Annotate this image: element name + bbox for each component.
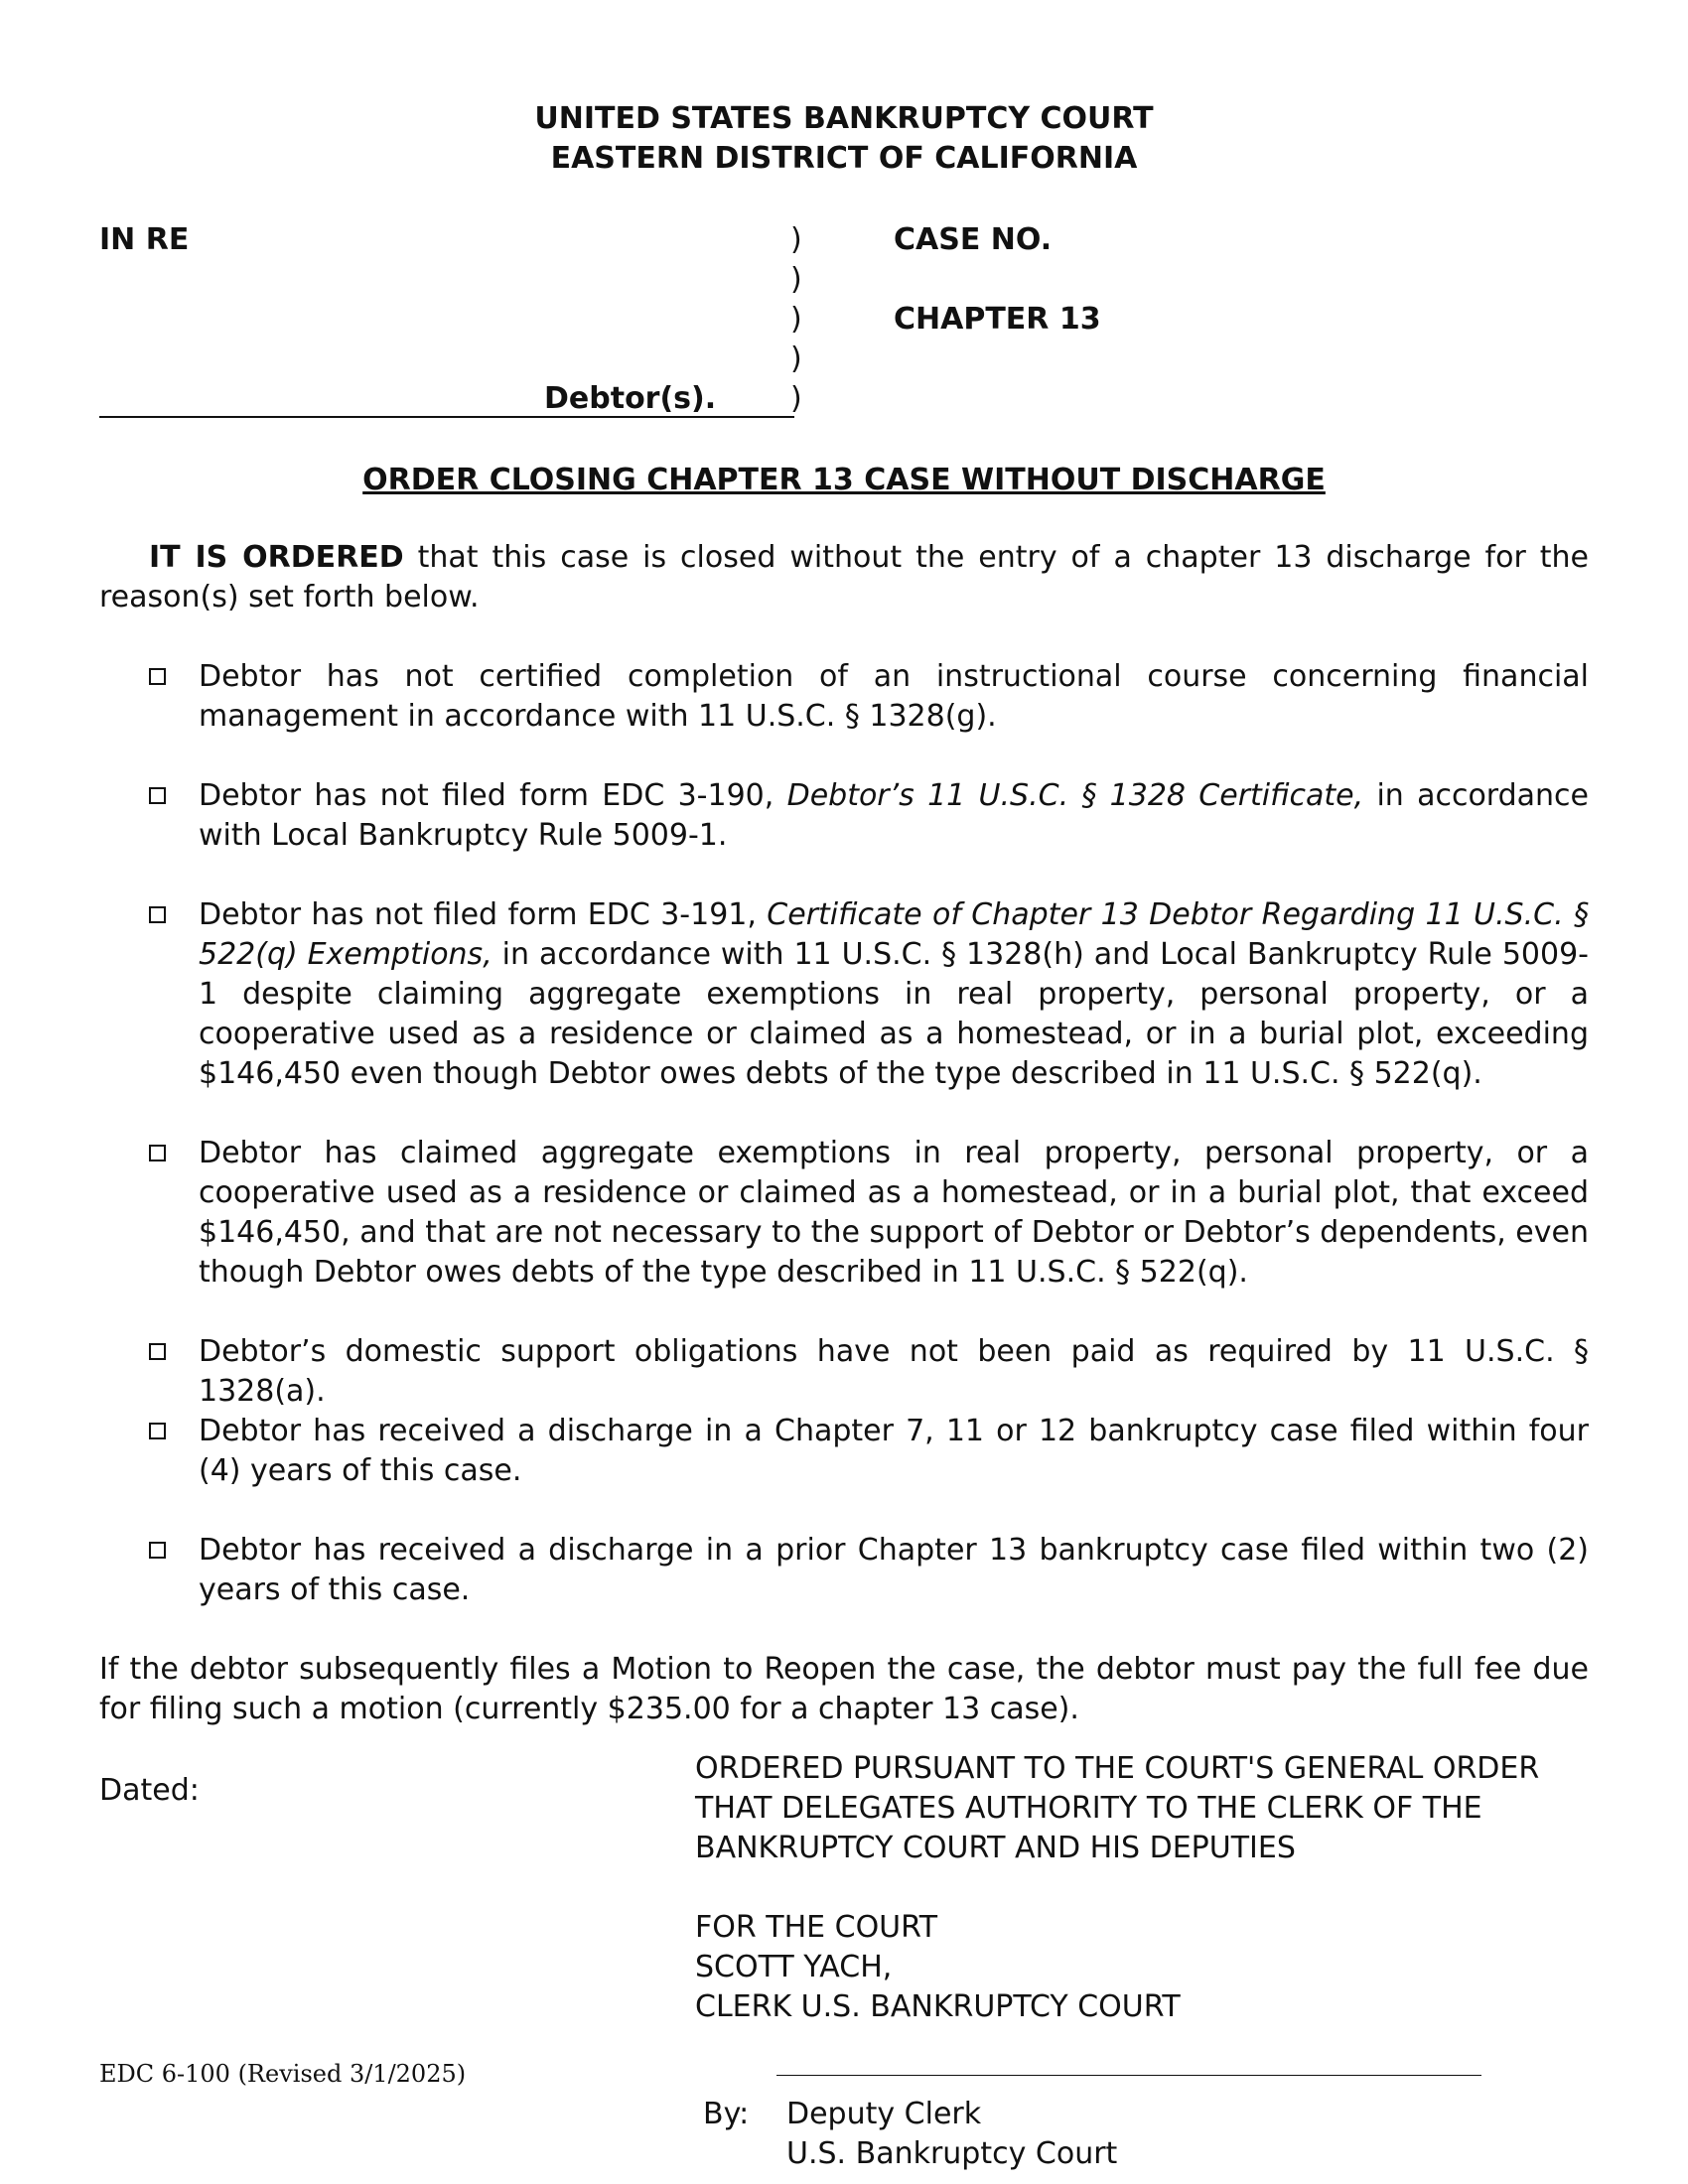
checkbox[interactable]: [149, 1423, 166, 1439]
reason-item: [151, 1332, 1589, 1412]
court-name: UNITED STATES BANKRUPTCY COURT: [534, 101, 1154, 136]
deputy-clerk-court: U.S. Bankruptcy Court: [786, 2136, 1118, 2171]
reason-item: [151, 1531, 1589, 1610]
reopen-notice: If the debtor subsequently files a Motion to Reopen the case, the debtor must pay the full fee due for filing such a motion (currently $235.00 for a chapter 13 case).: [99, 1652, 1589, 1726]
checkbox[interactable]: [149, 787, 166, 804]
checkbox[interactable]: [149, 906, 166, 923]
order-intro: [99, 538, 1589, 617]
reason-item: [151, 1134, 1589, 1293]
caption-paren: ): [790, 302, 802, 337]
reason-item: [151, 895, 1589, 1094]
form-id: EDC 6-100 (Revised 3/1/2025): [99, 2060, 467, 2088]
caption-paren: ): [790, 262, 802, 297]
reason-text-post: in accordance with 11 U.S.C. § 1328(h) and Local Bankruptcy Rule 5009-1 despite claiming aggregate exemptions in real property, personal property, or a cooperative used as a residence or claimed as a homestead, or in a burial plot, exceeding $146,450 even though Debtor owes debts of the type described in 11 U.S.C. § 522(q).: [199, 937, 1590, 1091]
checkbox[interactable]: [149, 1343, 166, 1360]
reason-text: Debtor has claimed aggregate exemptions in real property, personal property, or a cooperative used as a residence or claimed as a homestead, or in a burial plot, that exceed $146,450, and that are not necessary to the support of Debtor or Debtor’s dependents, even though Debtor owes debts of the type described in 11 U.S.C. § 522(q).: [199, 1136, 1589, 1290]
reason-text: Debtor has not certified completion of an instructional course concerning financial management in accordance with 11 U.S.C. § 1328(g).: [199, 659, 1589, 734]
in-re-label: IN RE: [99, 222, 190, 257]
reason-text: [199, 895, 1589, 1094]
caption-paren: ): [790, 381, 802, 416]
debtor-label: Debtor(s).: [544, 381, 717, 416]
ordered-line-3: BANKRUPTCY COURT AND HIS DEPUTIES: [695, 1831, 1296, 1865]
clerk-name: SCOTT YACH,: [695, 1950, 893, 1984]
checkbox[interactable]: [149, 668, 166, 685]
reason-text: Debtor has received a discharge in a Chapter 7, 11 or 12 bankruptcy case filed within four (4) years of this case.: [199, 1414, 1589, 1488]
ordered-line-2: THAT DELEGATES AUTHORITY TO THE CLERK OF THE: [695, 1791, 1482, 1826]
clerk-title: CLERK U.S. BANKRUPTCY COURT: [695, 1989, 1181, 2024]
caption-paren: ): [790, 222, 802, 257]
order-intro-bold: IT IS ORDERED: [149, 540, 404, 575]
caption-paren: ): [790, 341, 802, 376]
court-district: EASTERN DISTRICT OF CALIFORNIA: [550, 141, 1138, 176]
checkbox[interactable]: [149, 1145, 166, 1161]
reason-item: [151, 657, 1589, 737]
order-intro-text: that this case is closed without the entry of a chapter 13 discharge for the reason(s) set forth below.: [99, 540, 1589, 614]
chapter-label: CHAPTER 13: [894, 302, 1101, 337]
reason-text: Debtor’s domestic support obligations have not been paid as required by 11 U.S.C. § 1328(a).: [199, 1334, 1589, 1409]
reason-text: [199, 776, 1589, 856]
reason-text: Debtor has received a discharge in a prior Chapter 13 bankruptcy case filed within two (2) years of this case.: [199, 1533, 1589, 1607]
signature-line: [776, 2075, 1481, 2076]
deputy-clerk-title: Deputy Clerk: [786, 2097, 982, 2131]
for-the-court: FOR THE COURT: [695, 1910, 938, 1945]
order-title: ORDER CLOSING CHAPTER 13 CASE WITHOUT DISCHARGE: [362, 463, 1326, 497]
dated-label: Dated:: [99, 1773, 200, 1808]
form-title-italic: Certificate of Chapter 13 Debtor Regarding 11 U.S.C. § 522(q) Exemptions,: [199, 897, 1589, 972]
reason-item: [151, 1412, 1589, 1491]
reason-text-post: in accordance with Local Bankruptcy Rule 5009-1.: [199, 778, 1589, 853]
reason-text-pre: Debtor has not filed form EDC 3-191,: [199, 897, 768, 932]
form-title-italic: Debtor’s 11 U.S.C. § 1328 Certificate,: [786, 778, 1364, 813]
debtor-name-line: [99, 416, 794, 418]
by-label: By:: [703, 2097, 750, 2131]
checkbox[interactable]: [149, 1542, 166, 1559]
case-no-label: CASE NO.: [894, 222, 1053, 257]
ordered-line-1: ORDERED PURSUANT TO THE COURT'S GENERAL ORDER: [695, 1751, 1540, 1786]
reason-text-pre: Debtor has not filed form EDC 3-190,: [199, 778, 787, 813]
reason-item: [151, 776, 1589, 856]
